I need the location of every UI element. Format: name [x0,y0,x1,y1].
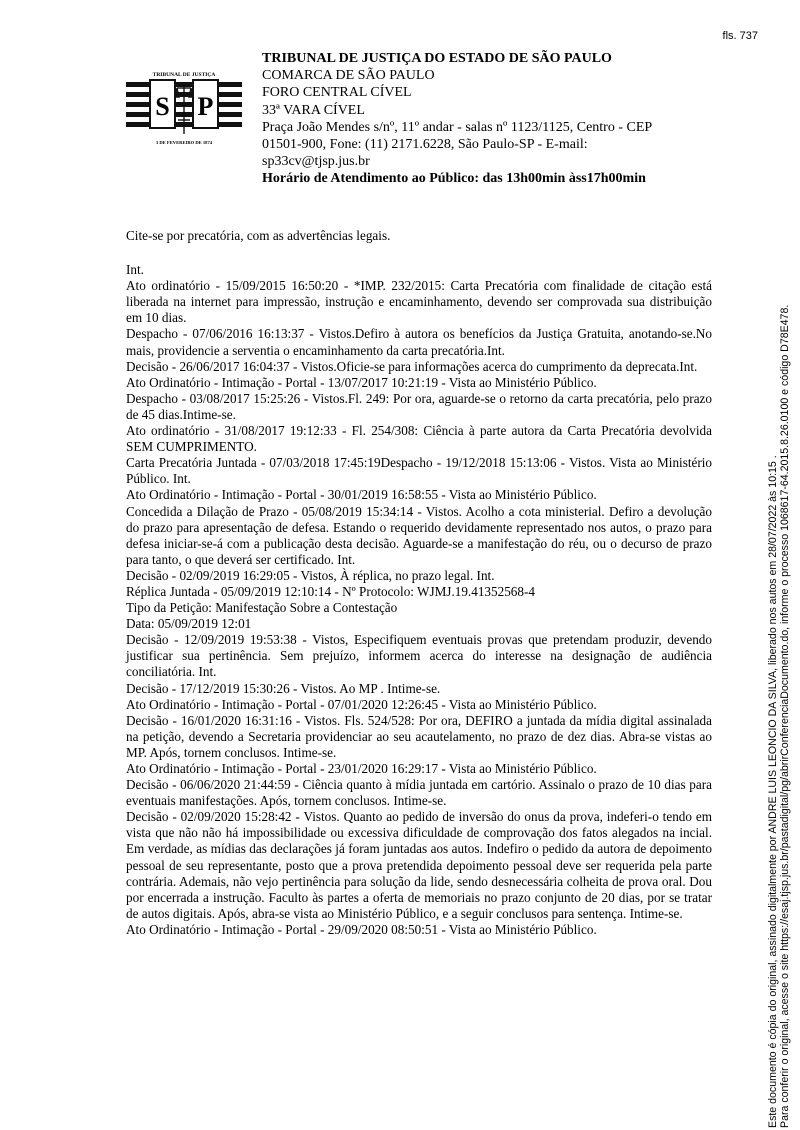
docket-entry: Decisão - 17/12/2019 15:30:26 - Vistos. Ao MP . Intime-se. [126,680,441,696]
page-number: fls. 737 [722,30,758,42]
docket-entry: Concedida a Dilação de Prazo - 05/08/2019 15:34:14 - Vistos. Acolho a cota ministerial. Defiro a devolução do prazo para apresentação de defesa. Estando o requerido devidamente representado nos autos, o prazo para defesa iniciar-se-á com a publicação desta decisão. Aguarde-se a manifestação do réu, ou o decurso de prazo para tanto, o que deverá ser certificado. Int. [126,503,712,567]
court-logo [126,68,242,148]
docket-entry: Ato ordinatório - 31/08/2017 19:12:33 - Fl. 254/308: Ciência à parte autora da Carta Precatória devolvida SEM CUMPRIMENTO. [126,423,712,455]
logo-letter-p: P [197,92,214,121]
docket-entry: Ato Ordinatório - Intimação - Portal - 13/07/2017 10:21:19 - Vista ao Ministério Público. [126,374,597,390]
docket-entry: Ato Ordinatório - Intimação - Portal - 30/01/2019 16:58:55 - Vista ao Ministério Público. [126,487,597,503]
logo-top-text: TRIBUNAL DE JUSTIÇA [152,72,216,78]
court-name: TRIBUNAL DE JUSTIÇA DO ESTADO DE SÃO PAULO [262,51,612,66]
docket-entry: Ato Ordinatório - Intimação - Portal - 29/09/2020 08:50:51 - Vista ao Ministério Público. [126,921,597,937]
service-hours: Horário de Atendimento ao Público: das 13h00min àss17h00min [262,171,646,187]
signature-line-2: Para conferir o original, acesse o site https://esaj.tjsp.jus.br/pastadigital/pg/abrirConferenciaDocumento.do, informe o processo 1068617-64.2015.8.26.0100 e código D78E478. [779,304,792,1128]
address-line-1: Praça João Mendes s/nº, 11º andar - salas nº 1123/1125, Centro - CEP [262,119,653,135]
docket-entry: Ato ordinatório - 15/09/2015 16:50:20 - *IMP. 232/2015: Carta Precatória com finalidade de citação está liberada na internet para impressão, instrução e encaminhamento, devendo ser comprovada sua distribuição em 10 dias. [126,278,712,326]
document-body [126,228,712,938]
docket-entry: Data: 05/09/2019 12:01 [126,616,252,632]
docket-entry: Carta Precatória Juntada - 07/03/2018 17:45:19Despacho - 19/12/2018 15:13:06 - Vistos. Vista ao Ministério Público. Int. [126,455,712,487]
docket-entry: Despacho - 07/06/2016 16:13:37 - Vistos.Defiro à autora os benefícios da Justiça Gratuita, anotando-se.No mais, providencie a serventia o encaminhamento da carta precatória.Int. [126,326,712,358]
docket-entry: Despacho - 03/08/2017 15:25:26 - Vistos.Fl. 249: Por ora, aguarde-se o retorno da carta precatória, pelo prazo de 45 dias.Intime-se. [126,390,712,422]
signature-line-1: Este documento é cópia do original, assinado digitalmente por ANDRE LUIS LEONCIO DA SILVA, liberado nos autos em 28/07/2022 às 10:15 . [767,455,779,1128]
address-line-2: 01501-900, Fone: (11) 2171.6228, São Paulo-SP - E-mail: [262,137,588,153]
docket-entry: Decisão - 06/06/2020 21:44:59 - Ciência quanto à mídia juntada em cartório. Assinalo o prazo de 10 dias para eventuais manifestações. Após, tornem conclusos. Intime-se. [126,777,712,809]
court-header [262,50,692,188]
docket-entry: Tipo da Petição: Manifestação Sobre a Contestação [126,600,398,616]
comarca-name: COMARCA DE SÃO PAULO [262,68,435,84]
logo-letter-s: S [155,92,170,121]
docket-entry: Decisão - 02/09/2020 15:28:42 - Vistos. Quanto ao pedido de inversão do onus da prova, indeferi-o tendo em vista que não não há impossibilidade ou excessiva dificuldade de comprovação dos fatos alegados na incial. Em verdade, as mídias das declarações já foram juntadas aos autos. Indefiro o pedido da autora de depoimento pessoal de seu representante, posto que a prova pretendida depoimento pessoal deve ser requerida pela parte contrária. Ademais, não vejo pertinência para solução da lide, sendo desnecessária colheita de prova oral. Dou por encerrada a instrução. Faculto às partes a oferta de memoriais no prazo conjunto de 20 dias, por se tratar de autos digitais. Após, abra-se vista ao Ministério Público, e a seguir conclusos para sentença. Intime-se. [126,809,712,921]
vara-name: 33ª VARA CÍVEL [262,102,365,118]
address-line-3: sp33cv@tjsp.jus.br [262,154,370,170]
docket-entry: Decisão - 12/09/2019 19:53:38 - Vistos, Especifiquem eventuais provas que pretendam produzir, devendo justificar sua pertinência. Sem prejuízo, informem acerca do interesse na designação de audiência conciliatória. Int. [126,632,712,680]
digital-signature-note [767,168,792,1128]
docket-entry: Decisão - 02/09/2019 16:29:05 - Vistos, À réplica, no prazo legal. Int. [126,567,495,583]
logo-bottom-text: 3 DE FEVEREIRO DE 1874 [155,140,213,145]
docket-entry: Decisão - 26/06/2017 16:04:37 - Vistos.Oficie-se para informações acerca do cumprimento da deprecata.Int. [126,358,698,374]
docket-entry: Ato Ordinatório - Intimação - Portal - 07/01/2020 12:26:45 - Vista ao Ministério Público. [126,696,597,712]
intro-paragraph: Cite-se por precatória, com as advertências legais. [126,228,391,243]
int-label: Int. [126,262,144,278]
docket-entry: Réplica Juntada - 05/09/2019 12:10:14 - Nº Protocolo: WJMJ.19.41352568-4 [126,583,535,599]
docket-entry: Ato Ordinatório - Intimação - Portal - 23/01/2020 16:29:17 - Vista ao Ministério Público. [126,761,597,776]
foro-name: FORO CENTRAL CÍVEL [262,85,412,101]
docket-entry: Decisão - 16/01/2020 16:31:16 - Vistos. Fls. 524/528: Por ora, DEFIRO a juntada da mídia digital assinalada na petição, devendo a Secretaria providenciar ao seu acautelamento, no prazo de dez dias. Abra-se vistas ao MP. Após, tornem conclusos. Intime-se. [126,712,712,760]
